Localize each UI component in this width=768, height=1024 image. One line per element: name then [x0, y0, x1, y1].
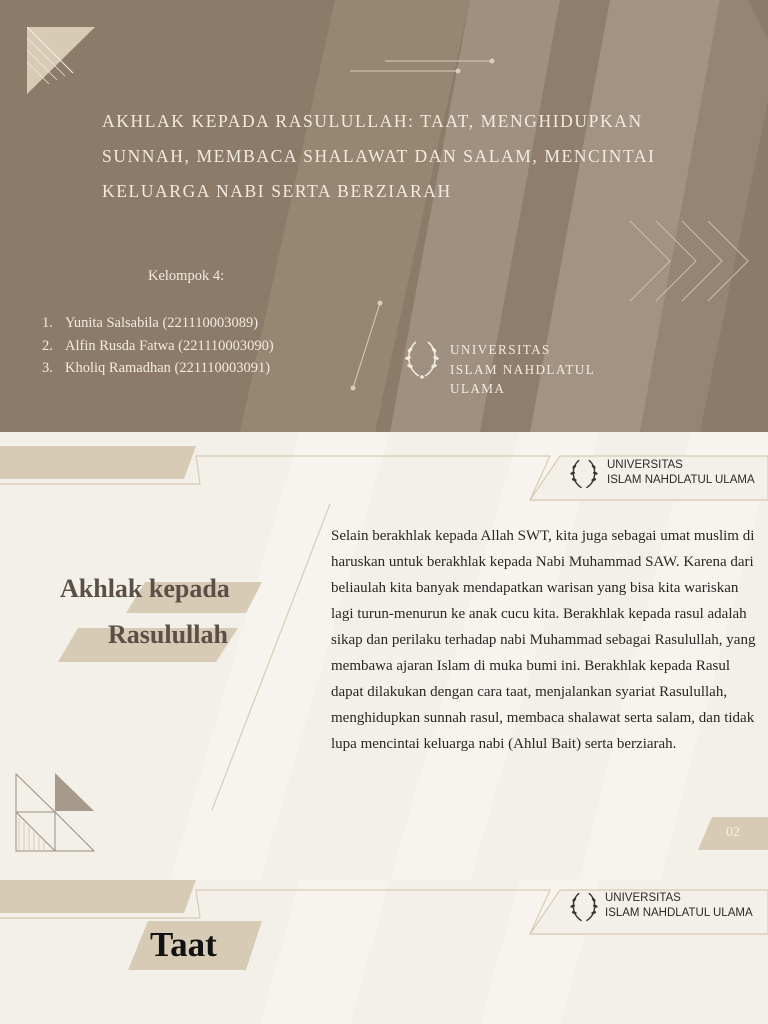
university-line: UNIVERSITAS — [605, 892, 681, 904]
slide-heading-line2: Rasulullah — [108, 620, 228, 649]
body-text: Selain berakhlak kepada Allah SWT, kita juga sebagai umat muslim di haruskan untuk berakhlak kepada Nabi Muhammad SAW. Karena dari beliaulah kita banyak mendapatkan warisan yang bisa kita wariskan lagi turun-menurun ke anak cucu kita. Berakhlak kepada rasul adalah sikap dan perilaku terhadap nabi Muhammad sebagai Rasulullah, yang membawa ajaran Islam di muka bumi ini. Berakhlak kepada Rasul dapat dilakukan dengan cara taat, menjalankan syariat Rasulullah, menghidupkan sunnah rasul, membaca shalawat serta salam, dan tidak lupa mencintai keluarga nabi (Ahlul Bait) serta berziarah. — [331, 528, 756, 752]
list-item — [42, 312, 274, 335]
group-label: Kelompok 4: — [148, 268, 225, 284]
university-name — [450, 340, 610, 399]
member-name: Alfin Rusda Fatwa (221110003090) — [65, 337, 274, 354]
university-line: ISLAM NAHDLATUL ULAMA — [605, 907, 753, 919]
university-line: ULAMA — [450, 381, 506, 396]
university-line: UNIVERSITAS — [607, 459, 683, 471]
chevron-arrows-icon — [628, 218, 752, 306]
member-list — [42, 312, 274, 380]
list-number: 3. — [42, 360, 53, 376]
presentation-title: AKHLAK KEPADA RASULULLAH: TAAT, MENGHIDUPKAN SUNNAH, MEMBACA SHALAWAT DAN SALAM, MENCINTAI KELUARGA NABI SERTA BERZIARAH — [102, 111, 656, 201]
page-number: 02 — [726, 825, 740, 840]
list-number: 2. — [42, 337, 53, 354]
list-item — [42, 335, 274, 358]
list-number: 1. — [42, 315, 53, 331]
laurel-wreath-icon — [566, 457, 602, 491]
title-slide — [0, 0, 768, 432]
slide-heading: Taat — [150, 925, 217, 964]
triangle-ornament-icon — [25, 26, 97, 96]
list-item — [42, 357, 274, 380]
content-slide-akhlak — [0, 432, 768, 880]
member-name: Yunita Salsabila (221110003089) — [65, 315, 259, 331]
member-name: Kholiq Ramadhan (221110003091) — [65, 360, 271, 376]
university-line: ISLAM NAHDLATUL ULAMA — [607, 474, 755, 486]
university-line: UNIVERSITAS — [450, 342, 551, 357]
university-name — [605, 891, 753, 921]
slide-heading-line1: Akhlak kepada — [60, 574, 230, 603]
university-name — [607, 458, 755, 488]
laurel-wreath-icon — [566, 890, 602, 924]
content-slide-taat — [0, 880, 768, 1024]
laurel-wreath-icon — [402, 338, 442, 380]
university-line: ISLAM NAHDLATUL — [450, 361, 596, 377]
triangle-ornament-icon — [15, 772, 97, 854]
